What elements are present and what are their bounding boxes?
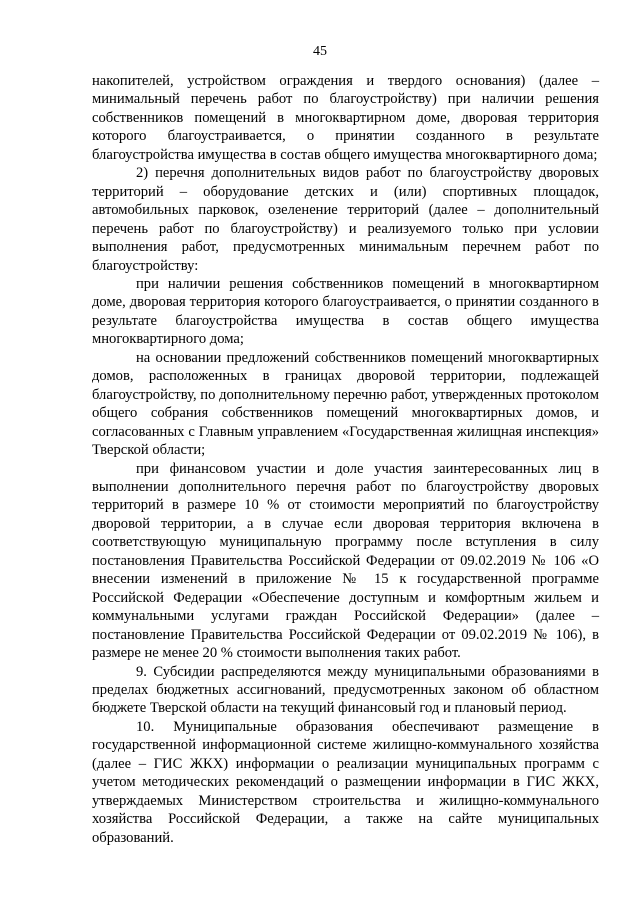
- paragraph-continuation: накопителей, устройством ограждения и твердого основания) (далее – минимальный перечень работ по благоустройству) при наличии решения собственников помещений в многоквартирном доме, дворовая территория которого благоустраивается, о принятии созданного в результате благоустройства имущества в состав общего имущества многоквартирного дома;: [92, 73, 599, 163]
- document-body: [92, 72, 599, 847]
- paragraph-condition-decision: при наличии решения собственников помещений в многоквартирном доме, дворовая территория которого благоустраивается, о принятии созданного в результате благоустройства имущества в состав общего имущества многоквартирного дома;: [92, 275, 599, 348]
- paragraph-clause-10: 10. Муниципальные образования обеспечивают размещение в государственной информационной системе жилищно-коммунального хозяйства (далее – ГИС ЖКХ) информации о реализации муниципальных программ с учетом методических рекомендаций о размещении информации в ГИС ЖКХ, утверждаемых Министерством строительства и жилищно-коммунального хозяйства Российской Федерации, а также на сайте муниципальных образований.: [92, 718, 599, 846]
- page-number: 45: [313, 44, 327, 59]
- paragraph-condition-financing: при финансовом участии и доле участия заинтересованных лиц в выполнении дополнительного перечня работ по благоустройству дворовых территорий в размере 10 % от стоимости мероприятий по благоустройству дворовой территории, а в случае если дворовая территория включена в соответствующую муниципальную программу после вступления в силу постановления Правительства Российской Федерации от 09.02.2019 № 106 «О внесении изменений в приложение № 15 к государственной программе Российской Федерации «Обеспечение доступным и комфортным жильем и коммунальными услугами граждан Российской Федерации» (далее – постановление Правительства Российской Федерации от 09.02.2019 № 106), в размере не менее 20 % стоимости выполнения таких работ.: [92, 460, 599, 662]
- paragraph-clause-9: 9. Субсидии распределяются между муниципальными образованиями в пределах бюджетных ассигнований, предусмотренных законом об областном бюджете Тверской области на текущий финансовый год и плановый период.: [92, 663, 599, 717]
- paragraph-item-2: 2) перечня дополнительных видов работ по благоустройству дворовых территорий – оборудование детских и (или) спортивных площадок, автомобильных парковок, озеленение территорий (далее – дополнительный перечень работ по благоустройству) и реализуемого только при условии выполнения работ, предусмотренных минимальным перечнем работ по благоустройству:: [92, 165, 599, 274]
- paragraph-condition-proposals: на основании предложений собственников помещений многоквартирных домов, расположенных в границах дворовой территории, подлежащей благоустройству, по дополнительному перечню работ, утвержденных протоколом общего собрания собственников помещений многоквартирных домов, и согласованных с Главным управлением «Государственная жилищная инспекция» Тверской области;: [92, 349, 599, 459]
